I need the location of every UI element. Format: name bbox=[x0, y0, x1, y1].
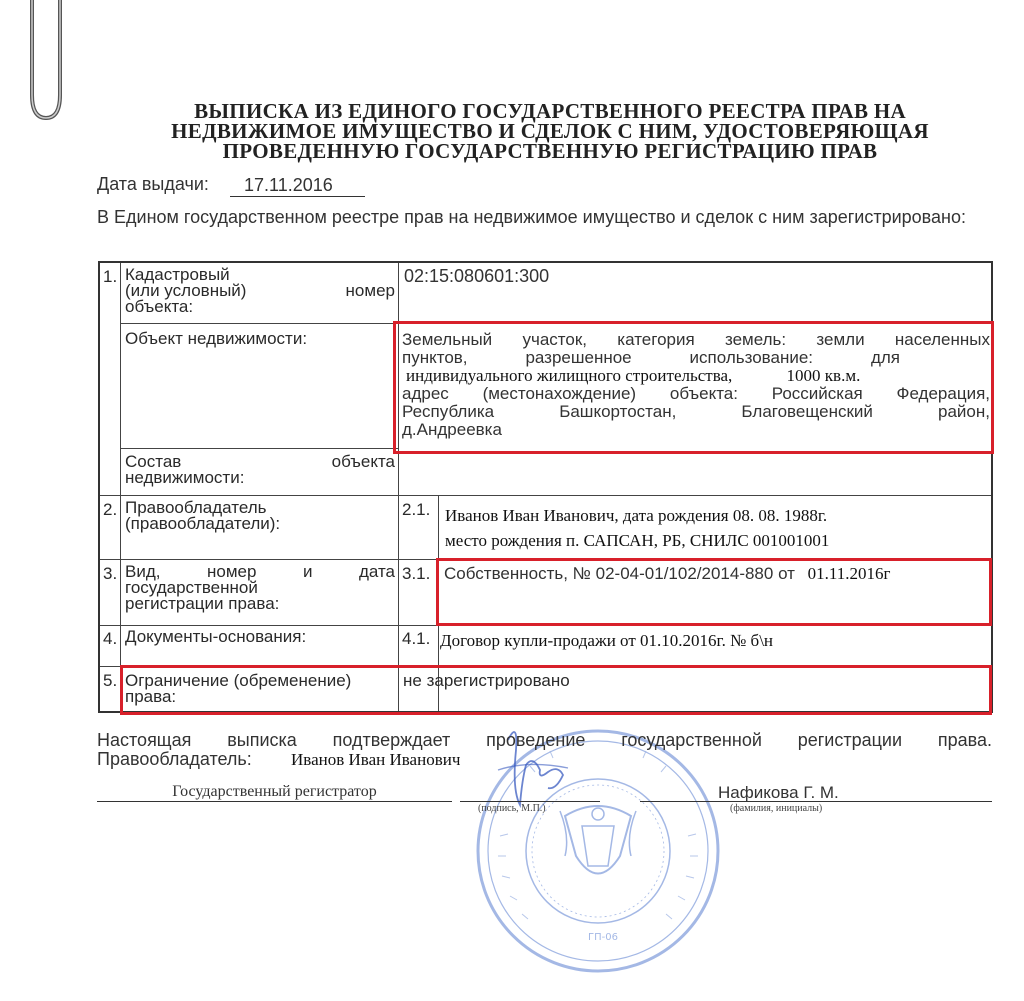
right-type-label-a1: Вид, bbox=[125, 562, 161, 581]
right-type-value-text: Собственность, № 02-04-01/102/2014-880 от bbox=[444, 564, 795, 583]
title-line-3: ПРОВЕДЕННУЮ ГОСУДАРСТВЕННУЮ РЕГИСТРАЦИЮ ПРАВ bbox=[222, 139, 878, 163]
object-description-line-6: д.Андреевка bbox=[402, 420, 502, 439]
highlight-right-registration bbox=[436, 558, 992, 626]
footer-owner-label: Правообладатель: bbox=[97, 749, 252, 769]
highlight-encumbrance bbox=[120, 665, 992, 715]
row-4-sub: 4.1. bbox=[402, 629, 431, 648]
right-type-label bbox=[125, 564, 395, 612]
right-type-label-a3: и bbox=[302, 562, 313, 581]
title-line-2: НЕДВИЖИМОЕ ИМУЩЕСТВО И СДЕЛОК С НИМ, УДОСТОВЕРЯЮЩАЯ bbox=[171, 119, 929, 143]
object-description-line-4: адрес (местонахождение) объекта: Российская Федерация, bbox=[402, 384, 990, 403]
owner-label-line-2: (правообладатели): bbox=[125, 514, 281, 533]
object-description-line-3: индивидуального жилищного строительства, bbox=[406, 366, 733, 385]
composition-label-a: Состав bbox=[125, 452, 182, 471]
right-type-label-a4: дата bbox=[358, 562, 395, 581]
cadastral-label-line-3: объекта: bbox=[125, 297, 194, 316]
registrar-name: Нафикова Г. М. bbox=[718, 783, 839, 802]
object-label: Объект недвижимости: bbox=[125, 329, 308, 348]
object-description-l2-d: для bbox=[870, 348, 900, 367]
owner-label-line-1: Правообладатель bbox=[125, 498, 267, 517]
footer-owner-name: Иванов Иван Иванович bbox=[291, 750, 461, 769]
signature-caption: (подпись, М.П.) bbox=[478, 803, 546, 814]
row-3-number: 3. bbox=[103, 564, 118, 583]
object-description-l2-c: использование: bbox=[689, 348, 814, 367]
owner-details-line-1: Иванов Иван Иванович, дата рождения 08. 08. 1988г. bbox=[445, 506, 828, 525]
object-description-line-1: Земельный участок, категория земель: земли населенных bbox=[402, 330, 990, 349]
row-4-number: 4. bbox=[103, 629, 118, 648]
cadastral-label-line-1: Кадастровый bbox=[125, 265, 230, 284]
row-1-number: 1. bbox=[103, 267, 118, 286]
row-5-number: 5. bbox=[103, 671, 118, 690]
issue-date-label: Дата выдачи: bbox=[97, 174, 209, 194]
intro-text: В Едином государственном реестре прав на недвижимое имущество и сделок с ним зарегистрировано: bbox=[97, 207, 967, 227]
title-line-1: ВЫПИСКА ИЗ ЕДИНОГО ГОСУДАРСТВЕННОГО РЕЕСТРА ПРАВ НА bbox=[194, 99, 906, 123]
object-description-line-5: Республика Башкортостан, Благовещенский район, bbox=[402, 402, 990, 421]
registrar-label: Государственный регистратор bbox=[97, 783, 452, 802]
object-description-l2-a: пунктов, bbox=[402, 348, 468, 367]
cadastral-number: 02:15:080601:300 bbox=[404, 266, 550, 286]
object-area: 1000 кв.м. bbox=[786, 366, 861, 385]
documents-label: Документы-основания: bbox=[125, 627, 307, 646]
encumbrance-label-line-1: Ограничение (обременение) bbox=[125, 671, 352, 690]
composition-label bbox=[125, 454, 395, 486]
highlight-object-description bbox=[393, 321, 994, 454]
object-description-l2-b: разрешенное bbox=[525, 348, 632, 367]
confirmation-text: Настоящая выписка подтверждает проведение государственной регистрации права. bbox=[97, 730, 992, 750]
cadastral-label bbox=[125, 267, 395, 315]
encumbrance-label-line-2: права: bbox=[125, 687, 177, 706]
documents-value: Договор купли-продажи от 01.10.2016г. № б\н bbox=[440, 631, 774, 650]
name-caption: (фамилия, инициалы) bbox=[730, 803, 823, 814]
issue-date-value: 17.11.2016 bbox=[230, 174, 365, 197]
composition-label-c: недвижимости: bbox=[125, 468, 245, 487]
owner-label bbox=[125, 500, 280, 532]
cadastral-label-line-2: (или условный) bbox=[125, 281, 247, 300]
document-title bbox=[120, 101, 980, 161]
owner-details-line-2: место рождения п. САПСАН, РБ, СНИЛС 001001001 bbox=[445, 531, 830, 550]
right-type-label-line-3: регистрации права: bbox=[125, 594, 280, 613]
svg-text:ГП-06: ГП-06 bbox=[588, 932, 618, 943]
right-registration-date: 01.11.2016г bbox=[807, 564, 891, 583]
right-type-label-a2: номер bbox=[206, 562, 257, 581]
signature-line bbox=[460, 801, 600, 802]
cadastral-label-line-2b: номер bbox=[345, 281, 395, 300]
right-type-label-line-2: государственной bbox=[125, 578, 258, 597]
owner-details bbox=[445, 503, 829, 553]
row-3-sub: 3.1. bbox=[402, 564, 431, 583]
row-2-number: 2. bbox=[103, 500, 118, 519]
encumbrance-value: не зарегистрировано bbox=[403, 671, 570, 690]
paperclip-icon bbox=[18, 0, 68, 125]
row-2-sub: 2.1. bbox=[402, 500, 431, 519]
composition-label-b: объекта bbox=[331, 452, 395, 471]
